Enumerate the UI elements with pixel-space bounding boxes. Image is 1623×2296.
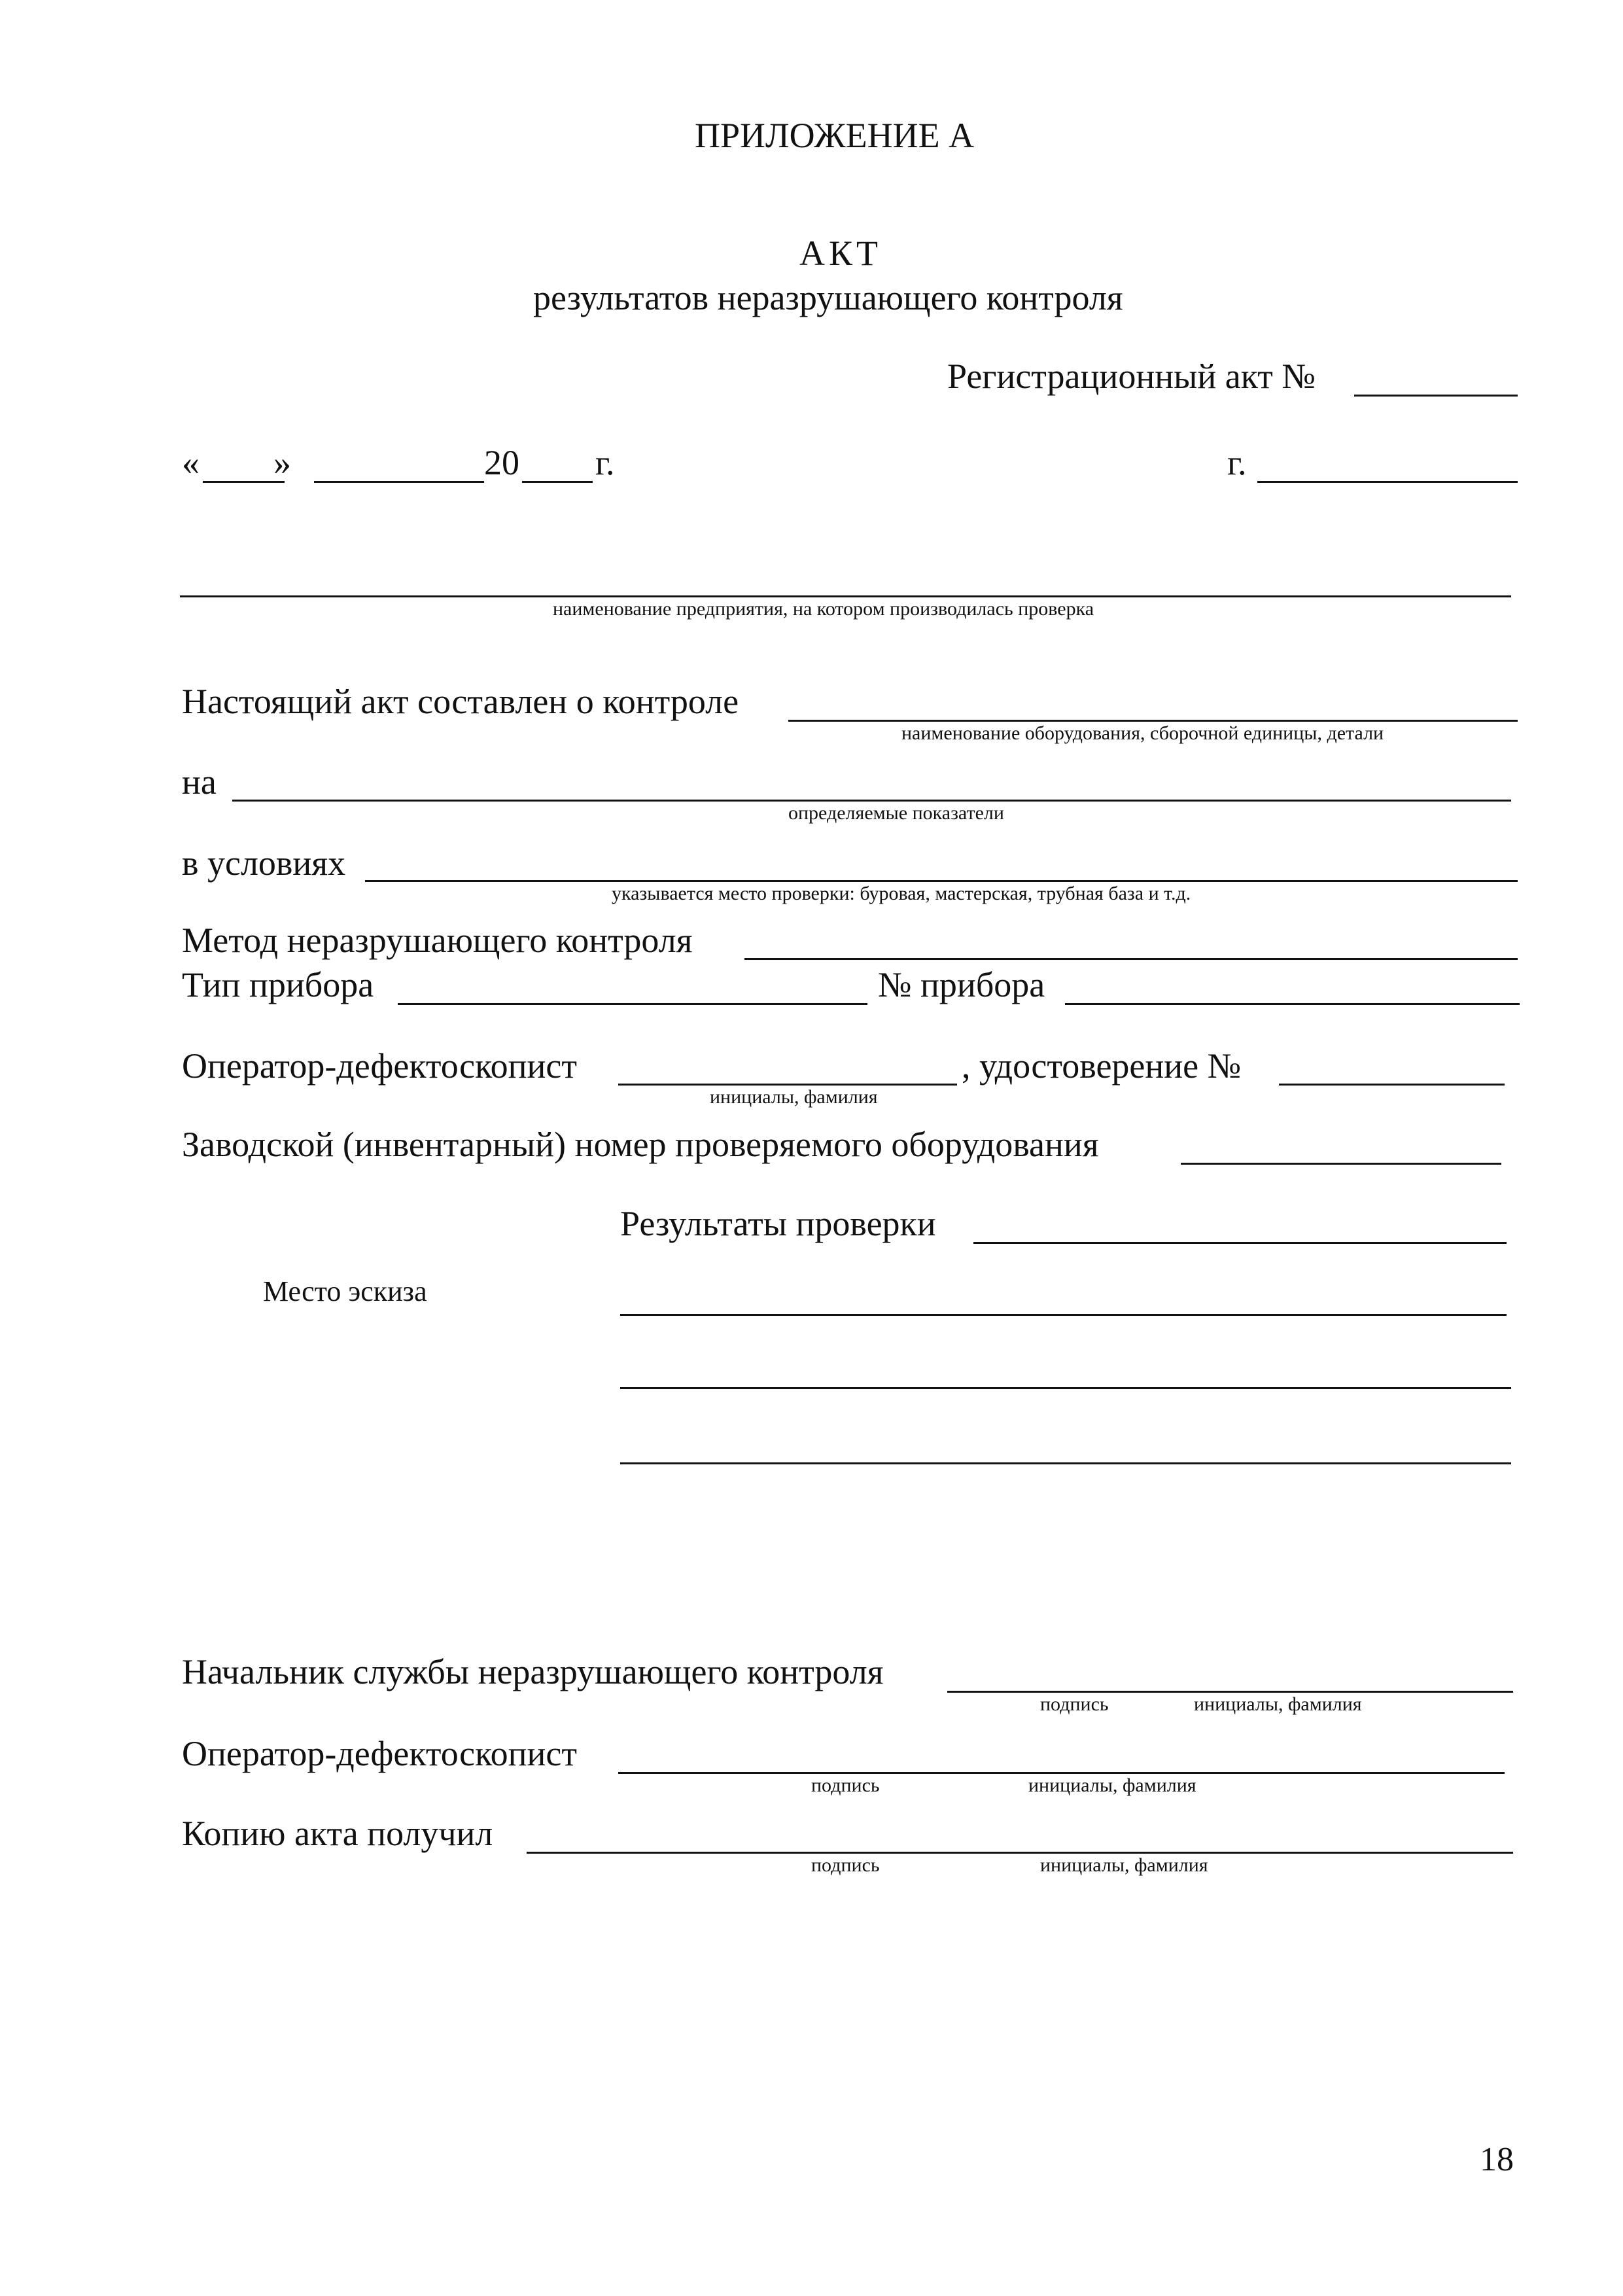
conditions-caption: указывается место проверки: буровая, мастерская, трубная база и т.д.: [612, 883, 1191, 904]
results-field-2[interactable]: [620, 1314, 1507, 1316]
page-number: 18: [1480, 2141, 1514, 2178]
results-field-1[interactable]: [973, 1242, 1507, 1244]
date-year-field[interactable]: [522, 481, 593, 483]
signature-copy-name-caption: инициалы, фамилия: [1040, 1854, 1208, 1876]
appendix-heading: ПРИЛОЖЕНИЕ А: [695, 116, 975, 155]
target-label: на: [182, 762, 217, 802]
method-label: Метод неразрушающего контроля: [182, 921, 693, 960]
date-year-prefix: 20: [484, 443, 519, 482]
device-type-label: Тип прибора: [182, 965, 374, 1004]
signature-chief-field[interactable]: [947, 1691, 1513, 1693]
date-year-suffix: г.: [595, 443, 615, 482]
results-field-4[interactable]: [620, 1462, 1511, 1464]
device-type-field[interactable]: [398, 1003, 867, 1005]
method-field[interactable]: [744, 958, 1518, 960]
signature-copy-field[interactable]: [527, 1852, 1513, 1854]
document-subtitle: результатов неразрушающего контроля: [533, 278, 1123, 317]
certificate-label: , удостоверение №: [962, 1046, 1242, 1086]
serial-number-field[interactable]: [1181, 1163, 1501, 1165]
operator-name-field[interactable]: [618, 1084, 957, 1086]
date-month-field[interactable]: [314, 481, 484, 483]
signature-chief-sign-caption: подпись: [1040, 1693, 1109, 1715]
conditions-label: в условиях: [182, 843, 346, 883]
sketch-label: Место эскиза: [263, 1275, 427, 1307]
date-open-quote: «: [182, 443, 200, 482]
target-caption: определяемые показатели: [788, 802, 1004, 824]
target-field[interactable]: [232, 800, 1511, 802]
control-caption: наименование оборудования, сборочной единицы, детали: [901, 722, 1384, 744]
operator-name-caption: инициалы, фамилия: [710, 1086, 878, 1108]
signature-operator-name-caption: инициалы, фамилия: [1028, 1775, 1196, 1796]
date-close-quote: »: [273, 443, 291, 482]
enterprise-name-field[interactable]: [180, 595, 1511, 597]
signature-operator-field[interactable]: [618, 1772, 1505, 1774]
document-title: АКТ: [799, 234, 882, 273]
signature-copy-label: Копию акта получил: [182, 1814, 493, 1853]
device-number-field[interactable]: [1065, 1003, 1520, 1005]
registration-label: Регистрационный акт №: [947, 357, 1316, 396]
control-label: Настоящий акт составлен о контроле: [182, 682, 739, 721]
operator-label: Оператор-дефектоскопист: [182, 1046, 577, 1086]
serial-label: Заводской (инвентарный) номер проверяемого оборудования: [182, 1125, 1099, 1164]
signature-operator-sign-caption: подпись: [811, 1775, 880, 1796]
signature-chief-name-caption: инициалы, фамилия: [1194, 1693, 1362, 1715]
signature-operator-label: Оператор-дефектоскопист: [182, 1734, 577, 1773]
results-field-3[interactable]: [620, 1387, 1511, 1389]
city-field[interactable]: [1257, 481, 1518, 483]
signature-copy-sign-caption: подпись: [811, 1854, 880, 1876]
results-label: Результаты проверки: [620, 1204, 936, 1243]
signature-chief-label: Начальник службы неразрушающего контроля: [182, 1652, 884, 1691]
control-object-field[interactable]: [788, 720, 1518, 722]
city-prefix: г.: [1227, 443, 1247, 482]
enterprise-caption: наименование предприятия, на котором производилась проверка: [553, 598, 1094, 620]
registration-number-field[interactable]: [1354, 395, 1518, 397]
device-number-label: № прибора: [878, 965, 1045, 1004]
conditions-field[interactable]: [365, 880, 1518, 882]
certificate-number-field[interactable]: [1279, 1084, 1505, 1086]
date-day-field[interactable]: [203, 481, 285, 483]
